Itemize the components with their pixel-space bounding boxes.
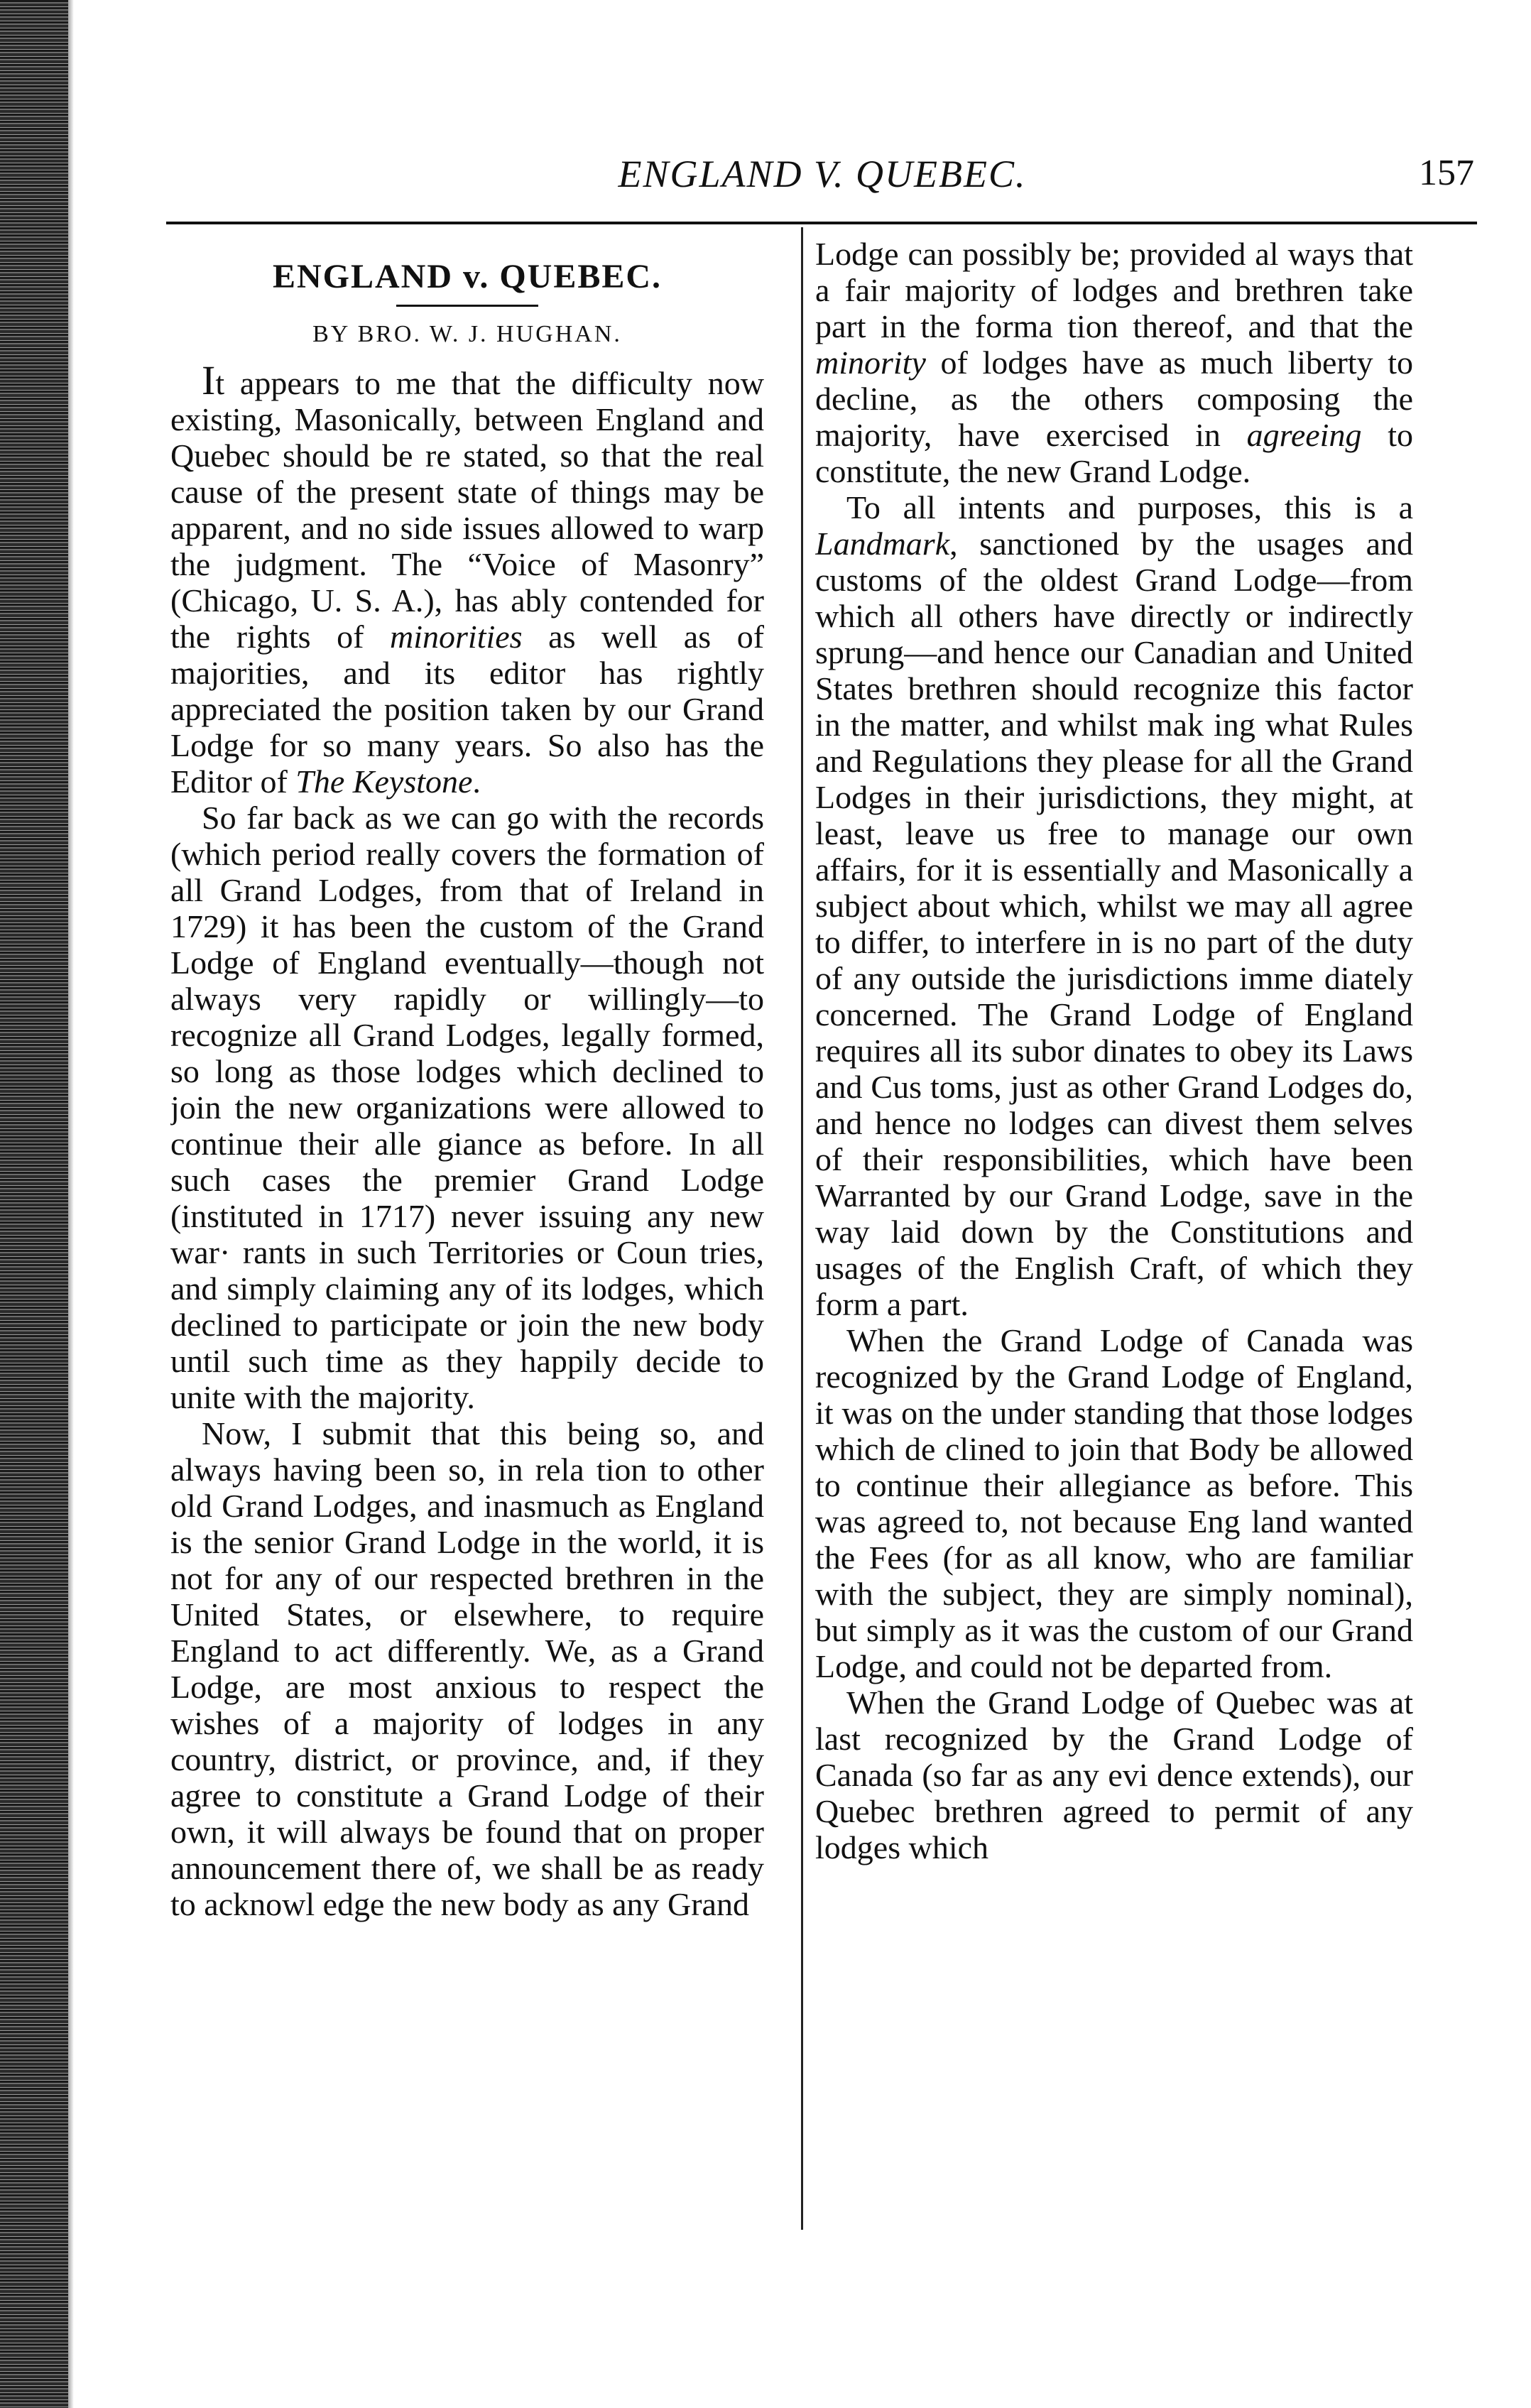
- paragraph-text: as well as of majorities, and its editor has rightly appreciated the position taken by our Grand Lodge for so many years. So also has the Editor of: [170, 619, 764, 800]
- left-column: [170, 236, 764, 2231]
- byline: BY BRO. W. J. HUGHAN.: [312, 321, 622, 347]
- paragraph: So far back as we can go with the records (which period really covers the formation of all Grand Lodges, from that of Ireland in 1729) it has been the custom of the Grand Lodge of England eventually—though not always very rapidly or willingly—to recognize all Grand Lodges, legally formed, so long as those lodges which declined to join the new organizations were allowed to continue their alle giance as before. In all such cases the premier Grand Lodge (instituted in 1717) never issuing any new war· rants in such Territories or Coun tries, and simply claiming any of its lodges, which declined to participate or join the new body until such time as they happily decide to unite with the majority.: [170, 800, 764, 1415]
- book-spine-scan-edge: [0, 0, 68, 2408]
- title-rule: [396, 305, 538, 307]
- paragraph: [815, 236, 1413, 489]
- paragraph-text: to constitute, the new Grand Lodge.: [815, 417, 1413, 489]
- paragraph: When the Grand Lodge of Canada was recognized by the Grand Lodge of England, it was on the under standing that those lodges which de clined to join that Body be allowed to continue their allegiance as before. This was agreed to, not because Eng land wanted the Fees (for as all know, who are familiar with the subject, they are simply nominal), but simply as it was the custom of our Grand Lodge, and could not be departed from.: [815, 1322, 1413, 1684]
- running-head: [170, 152, 1474, 202]
- italic-text: The Keystone: [295, 763, 473, 800]
- paragraph: Now, I submit that this being so, and always having been so, in rela tion to other old Grand Lodges, and inasmuch as England is the senior Grand Lodge in the world, it is not for any of our respected brethren in the United States, or elsewhere, to require England to act differently. We, as a Grand Lodge, are most anxious to respect the wishes of a majority of lodges in any country, district, or province, and, if they agree to constitute a Grand Lodge of their own, it will always be found that on proper announcement there of, we shall be as ready to acknowl edge the new body as any Grand: [170, 1415, 764, 1922]
- right-column: [815, 236, 1413, 2231]
- paragraph-text: Lodge can possibly be; provided al ways that a fair majority of lodges and brethren take part in the forma tion thereof, and that the: [815, 236, 1413, 344]
- italic-text: minorities: [390, 619, 523, 655]
- paragraph: [170, 357, 764, 800]
- paragraph-text: , sanctioned by the usages and customs of the oldest Grand Lodge—from which all others have directly or indirectly sprung—and hence our Canadian and United States brethren should recognize this factor in the matter, and whilst mak ing what Rules and Regulations they please for all the Grand Lodges in their jurisdictions, they might, at least, leave us free to manage our own affairs, for it is essentially and Masonically a subject about which, whilst we may all agree to differ, to interfere in is no part of the duty of any outside the jurisdictions imme diately concerned. The Grand Lodge of England requires all its subor dinates to obey its Laws and Cus toms, just as other Grand Lodges do, and hence no lodges can divest them selves of their responsibilities, which have been Warranted by our Grand Lodge, save in the way laid down by the Constitutions and usages of the English Craft, of which they form a part.: [815, 525, 1413, 1322]
- paragraph-text: .: [472, 763, 481, 800]
- paragraph-text: of lodges have as much liberty to decline, as the others composing the majority, have exercised in: [815, 344, 1413, 453]
- column-divider: [801, 227, 803, 2230]
- paragraph: [815, 489, 1413, 1322]
- italic-text: agreeing: [1246, 417, 1362, 453]
- page-number: 157: [1419, 153, 1474, 193]
- article-title: ENGLAND v. QUEBEC.: [272, 258, 663, 295]
- paragraph: When the Grand Lodge of Quebec was at last recognized by the Grand Lodge of Canada (so far as any evi dence extends), our Quebec brethren agreed to permit of any lodges which: [815, 1684, 1413, 1865]
- italic-text: Landmark: [815, 525, 950, 562]
- running-title: ENGLAND V. QUEBEC.: [618, 153, 1027, 195]
- header-rule: [166, 222, 1477, 224]
- paragraph-text: It appears to me that the difficulty now existing, Masonically, between England and Quebec should be re stated, so that the real cause of the present state of things may be apparent, and no side issues allowed to warp the judgment. The “Voice of Masonry” (Chicago, U. S. A.), has ably contended for the rights of: [170, 357, 764, 655]
- italic-text: minority: [815, 344, 926, 381]
- paragraph-text: To all intents and purposes, this is a: [846, 489, 1413, 525]
